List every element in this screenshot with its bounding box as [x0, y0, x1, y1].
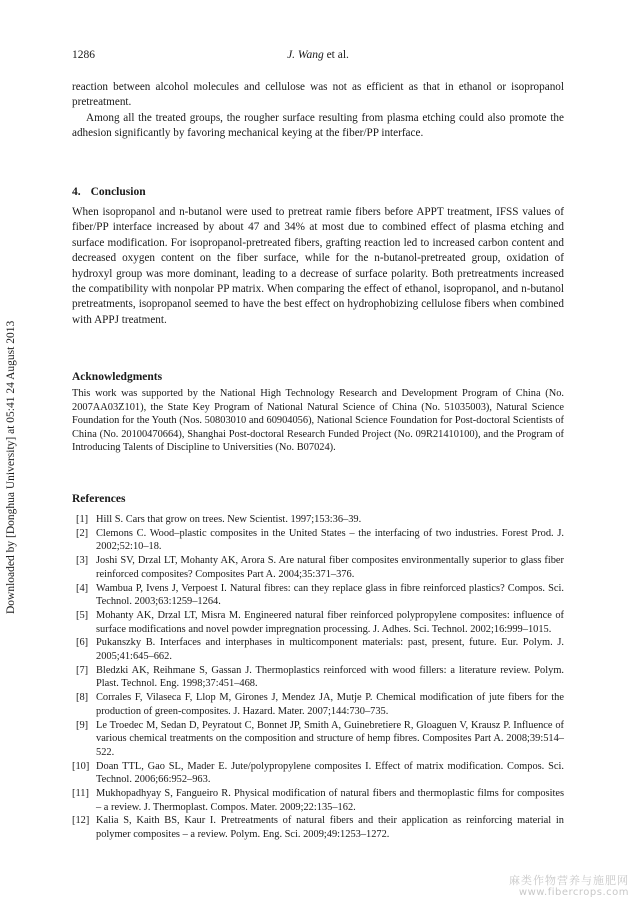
watermark-url: www.fibercrops.com — [518, 887, 629, 898]
reference-text: Corrales F, Vilaseca F, Llop M, Girones J, Mendez JA, Mutje P. Chemical modification of jute fibers for the production of green-composites. J. Hazard. Mater. 2007;144:730–735. — [96, 692, 564, 717]
reference-text: Mohanty AK, Drzal LT, Misra M. Engineered natural fiber reinforced polypropylene composites: influence of surface modifications and novel powder impregnation processing. J. Adhes. Sci. Technol. 2002;16:999–1015. — [96, 609, 564, 635]
reference-text: Doan TTL, Gao SL, Mader E. Jute/polypropylene composites I. Effect of matrix modification. Compos. Sci. Technol. 2006;66:952–963. — [96, 760, 564, 786]
conclusion-heading — [72, 185, 146, 199]
site-watermark — [509, 874, 629, 899]
reference-item — [72, 664, 564, 691]
running-author: J. Wang — [287, 49, 324, 61]
watermark-site-name: 麻类作物营养与施肥网 — [509, 874, 629, 887]
reference-item — [72, 554, 564, 581]
intro-text — [72, 80, 564, 142]
reference-item — [72, 636, 564, 663]
reference-item — [72, 582, 564, 609]
running-author-suffix: et al. — [323, 49, 349, 61]
reference-text: Hill S. Cars that grow on trees. New Scientist. 1997;153:36–39. — [96, 514, 362, 525]
reference-item — [72, 814, 564, 841]
reference-item — [72, 760, 564, 787]
page-number: 1286 — [72, 49, 95, 61]
reference-item — [72, 719, 564, 760]
acknowledgments-heading: Acknowledgments — [72, 371, 163, 383]
paragraph-adhesion: Among all the treated groups, the rougher surface resulting from plasma etching could also promote the adhesion significantly by favoring mechanical keying at the fiber/PP interface. — [72, 111, 564, 140]
acknowledgments-section — [72, 387, 564, 455]
reference-number: [12] — [72, 815, 90, 827]
running-title — [72, 48, 564, 62]
reference-item — [72, 513, 564, 527]
reference-text: Wambua P, Ivens J, Verpoest I. Natural fibres: can they replace glass in fibre reinforced plastics? Compos. Sci. Technol. 2003;63:1259–1264. — [96, 582, 564, 608]
reference-item — [72, 527, 564, 554]
conclusion-paragraph: When isopropanol and n-butanol were used to pretreat ramie fibers before APPT treatment, IFSS values of fiber/PP interface increased by about 47 and 34% at most due to combined effect of plasma etching and surface modification. For isopropanol-pretreated fibers, grafting reaction led to increased carbon content and decreased oxygen content on the fiber surface, while for the n-butanol-pretreated group, oxidation of hydroxyl group was more dominant, leading to a decrease of surface polarity. Both pretreatments increased the compatibility with nonpolar PP matrix. When comparing the effect of ethanol, isopropanol, and n-butanol pretreatments, isopropanol seemed to have the best effect on hydrophobizing cellulose fibers when combined with APPJ treatment. — [72, 206, 564, 326]
reference-number: [8] — [76, 692, 89, 704]
reference-number: [4] — [76, 582, 89, 594]
reference-text: Clemons C. Wood–plastic composites in the United States – the interfacing of two industries. Forest Prod. J. 2002;52:10–18. — [96, 527, 564, 553]
reference-number: [1] — [76, 514, 89, 525]
section-number: 4. — [72, 186, 81, 198]
reference-item — [72, 691, 564, 718]
reference-number: [5] — [76, 609, 89, 621]
paragraph-continued: reaction between alcohol molecules and cellulose was not as efficient as that in ethanol or isopropanol pretreatment. — [72, 81, 564, 109]
section-title: Conclusion — [90, 186, 146, 198]
conclusion-section — [72, 205, 564, 328]
reference-text: Kalia S, Kaith BS, Kaur I. Pretreatments of natural fibers and their application as reinforcing material in polymer composites – a review. Polym. Eng. Sci. 2009;49:1253–1272. — [96, 815, 564, 841]
reference-item — [72, 787, 564, 814]
reference-item — [72, 609, 564, 636]
reference-number: [11] — [72, 788, 89, 800]
references-heading: References — [72, 493, 126, 505]
reference-list — [72, 513, 564, 842]
reference-number: [6] — [76, 637, 89, 649]
reference-number: [7] — [76, 664, 89, 676]
reference-text: Pukanszky B. Interfaces and interphases in multicomponent materials: past, present, future. Eur. Polym. J. 2005;41:645–662. — [96, 637, 564, 663]
reference-text: Mukhopadhyay S, Fangueiro R. Physical modification of natural fibers and thermoplastic films for composites – a review. J. Thermoplast. Compos. Mater. 2009;22:135–162. — [96, 788, 564, 813]
download-notice: Downloaded by [Donghua University] at 05:41 24 August 2013 — [5, 320, 17, 614]
running-header — [72, 48, 564, 62]
reference-number: [9] — [76, 719, 89, 731]
reference-number: [3] — [76, 555, 89, 567]
reference-text: Joshi SV, Drzal LT, Mohanty AK, Arora S. Are natural fiber composites environmentally superior to glass fiber reinforced composites? Composites Part A. 2004;35:371–376. — [96, 555, 564, 580]
acknowledgments-paragraph: This work was supported by the National High Technology Research and Development Program of China (No. 2007AA03Z101), the State Key Program of National Natural Science of China (No. 51035003), Natural Science Foundation for the Youth (Nos. 50803010 and 60904056), National Science Foundation for Post-doctoral Scientists of China (No. 20100470664), Shanghai Post-doctoral Research Funded Project (No. 09R21410100), and the Program of Introducing Talents of Discipline to Universities (No. B07024). — [72, 388, 564, 454]
reference-text: Bledzki AK, Reihmane S, Gassan J. Thermoplastics reinforced with wood fillers: a literature review. Polym. Plast. Technol. Eng. 1998;37:451–468. — [96, 664, 564, 690]
reference-number: [2] — [76, 527, 89, 539]
reference-number: [10] — [72, 760, 90, 772]
reference-text: Le Troedec M, Sedan D, Peyratout C, Bonnet JP, Smith A, Guinebretiere R, Gloaguen V, Krausz P. Influence of various chemical treatments on the composition and structure of hemp fibres. Composites Part A. 2008;39:514–522. — [96, 719, 564, 758]
